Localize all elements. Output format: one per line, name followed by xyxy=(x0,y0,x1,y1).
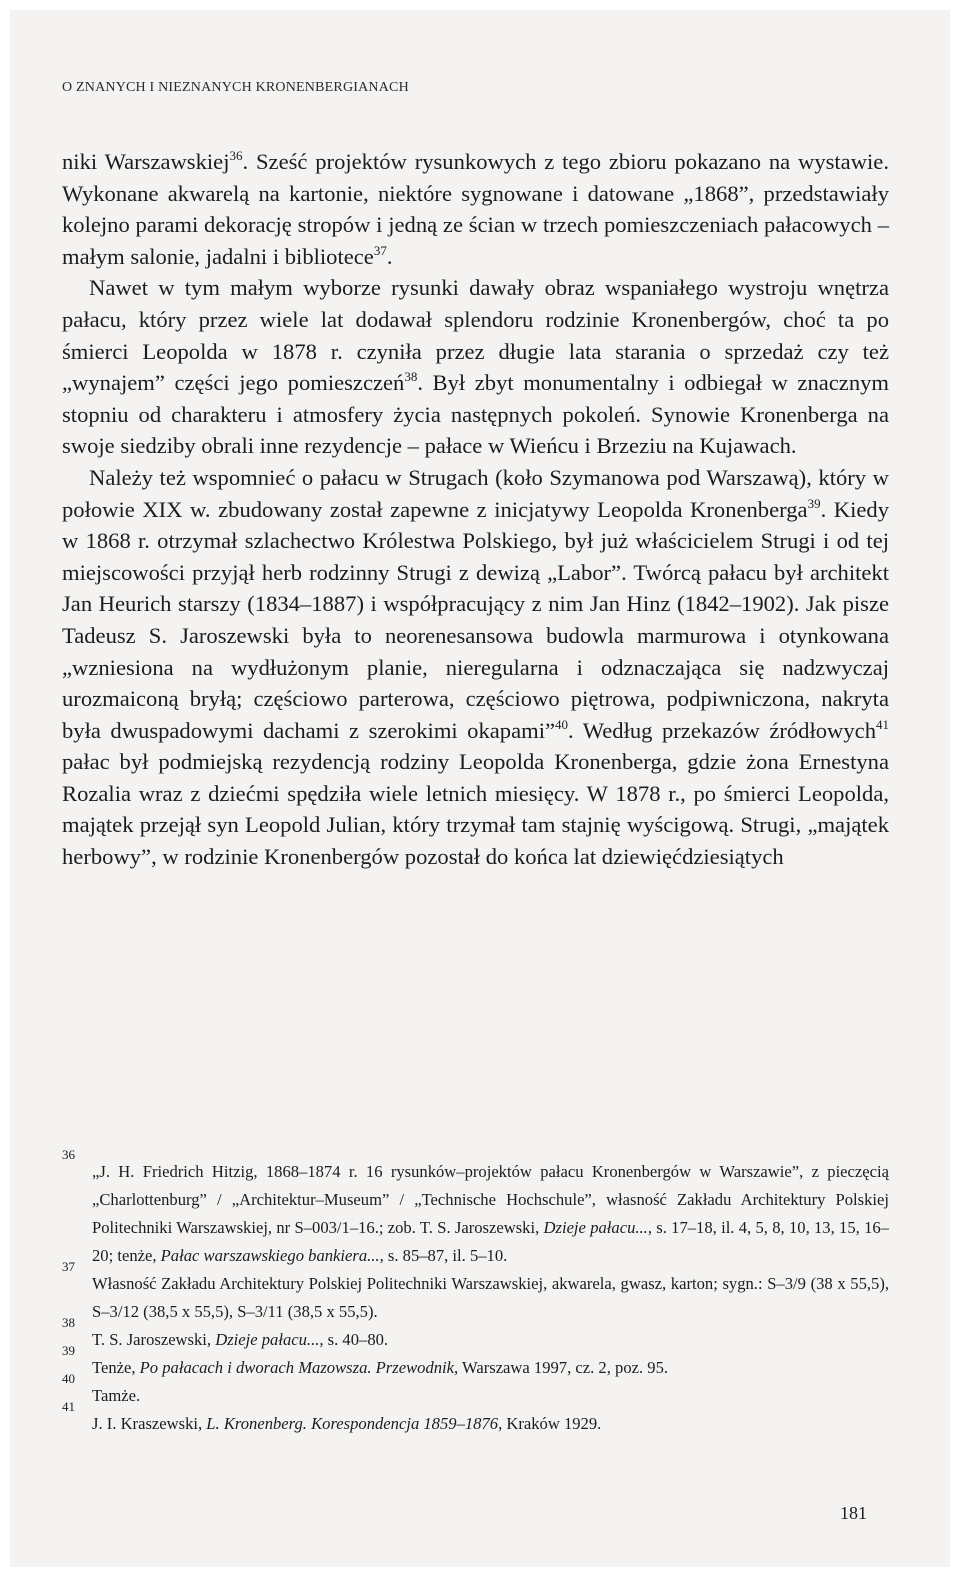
footnote-reference: 41 xyxy=(876,716,889,732)
italic-title: Dzieje pałacu... xyxy=(543,1218,648,1237)
paragraph xyxy=(62,146,889,272)
paragraph xyxy=(62,462,889,873)
footnote-reference: 36 xyxy=(229,148,243,163)
footnote xyxy=(62,1343,889,1382)
text-run: . Sześć projektów rysunkowych z tego zbioru pokazano na wystawie. Wykonane akwarelą na kartonie, niektóre sygnowane i datowane „1868”, przedstawiały kolejno parami dekorację stropów i jedną ze ścian w trzech pomieszczeniach pałacowych – małym salonie, jadalni i bibliotece xyxy=(62,149,889,269)
footnote-number: 36 xyxy=(62,1147,75,1162)
footnote-reference: 40 xyxy=(555,716,569,732)
italic-title: L. Kronenberg. Korespondencja 1859–1876 xyxy=(206,1414,499,1433)
footnote-reference: 37 xyxy=(373,242,387,258)
italic-title: Dzieje pałacu... xyxy=(215,1330,320,1349)
text-run: J. I. Kraszewski, xyxy=(92,1414,207,1433)
italic-title: Po pałacach i dworach Mazowsza. Przewodnik xyxy=(139,1358,455,1377)
text-run: „J. H. Friedrich Hitzig, 1868–1874 r. 16 rysunków–projektów pałacu Kronenbergów w Warszawie”, z pieczęcią „Charlottenburg” / „Architektur–Museum” / „Technische Hochschule”, własność Zakładu Architektury Polskiej Politechniki Warszawskiej, nr S–003/1–16.; zob. T. S. Jaroszewski, xyxy=(92,1162,889,1237)
text-run: , s. 85–87, il. 5–10. xyxy=(379,1246,508,1265)
footnotes xyxy=(62,1147,889,1438)
paragraph xyxy=(62,272,889,462)
text-run: Nawet w tym małym wyborze rysunki dawały obraz wspaniałego wystroju wnętrza pałacu, który przez wiele lat dodawał splendoru rodzinie Kronenbergów, choć ta po śmierci Leopolda w 1878 r. czyniła przez długie lata starania o sprzedaż czy też „wynajem” części jego pomieszczeń xyxy=(62,275,889,396)
footnote xyxy=(62,1399,889,1438)
text-run: . Kiedy w 1868 r. otrzymał szlachectwo Królestwa Polskiego, był już właścicielem Strugi i od tej miejscowości przyjął herb rodzinny Strugi z dewizą „Labor”. Twórcą pałacu był architekt Jan Heurich starszy (1834–1887) i współpracujący z nim Jan Hinz (1842–1902). Jak pisze Tadeusz S. Jaroszewski była to neorenesansowa budowla marmurowa i otynkowana „wzniesiona na wydłużonym planie, nieregularna i odznaczająca się nadzwyczaj urozmaiconą bryłą; częściowo parterowa, częściowo piętrowa, podpiwniczona, nakryta była dwuspadowymi dachami z szerokimi okapami” xyxy=(62,496,889,743)
italic-title: Pałac warszawskiego bankiera... xyxy=(160,1246,380,1265)
text-run: Należy też wspomnieć o pałacu w Strugach (koło Szymanowa pod Warszawą), który w połowie XIX w. zbudowany został zapewne z inicjatywy Leopolda Kronenberga xyxy=(62,464,889,522)
text-run: . xyxy=(386,243,393,269)
footnote-number: 39 xyxy=(62,1343,75,1358)
footnote xyxy=(62,1259,889,1326)
body-text xyxy=(62,146,889,873)
book-page xyxy=(10,10,950,1567)
footnote xyxy=(62,1371,889,1410)
footnote xyxy=(62,1315,889,1354)
text-run: , Warszawa 1997, cz. 2, poz. 95. xyxy=(454,1358,669,1377)
running-head: O ZNANYCH I NIEZNANYCH KRONENBERGIANACH xyxy=(62,80,409,95)
footnote-number: 40 xyxy=(62,1371,75,1386)
footnote-number: 37 xyxy=(62,1259,75,1274)
text-run: T. S. Jaroszewski, xyxy=(92,1330,216,1349)
text-run: pałac był podmiejską rezydencją rodziny Leopolda Kronenberga, gdzie żona Ernestyna Rozalia wraz z dziećmi spędziła wiele letnich miesięcy. W 1878 r., po śmierci Leopolda, majątek przejął syn Leopold Julian, który trzymał tam stajnię wyścigową. Strugi, „majątek herbowy”, w rodzinie Kronenbergów pozostał do końca lat dziewięćdziesiątych xyxy=(62,749,889,870)
text-run: . Był zbyt monumentalny i odbiegał w znacznym stopniu od charakteru i atmosfery życia następnych pokoleń. Synowie Kronenberga na swoje siedziby obrali inne rezydencje – pałace w Wieńcu i Brzeziu na Kujawach. xyxy=(62,370,890,459)
text-run: Tamże. xyxy=(92,1386,141,1405)
text-run: Tenże, xyxy=(92,1358,140,1377)
footnote-number: 41 xyxy=(62,1399,75,1414)
text-run: , s. 40–80. xyxy=(319,1330,389,1349)
footnote-reference: 39 xyxy=(807,495,821,511)
page-number: 181 xyxy=(840,1503,867,1523)
text-run: Własność Zakładu Architektury Polskiej Politechniki Warszawskiej, akwarela, gwasz, karton; sygn.: S–3/9 (38 x 55,5), S–3/12 (38,5 x 55,5), S–3/11 (38,5 x 55,5). xyxy=(92,1274,889,1321)
text-run: , s. 17–18, il. 4, 5, 8, 10, 13, 15, 16–20; tenże, xyxy=(92,1218,889,1265)
footnote-number: 38 xyxy=(62,1315,75,1330)
text-run: , Kraków 1929. xyxy=(498,1414,602,1433)
text-run: niki Warszawskiej xyxy=(62,149,230,174)
footnote xyxy=(62,1147,889,1270)
text-run: . Według przekazów źródłowych xyxy=(568,717,876,743)
footnote-reference: 38 xyxy=(404,369,418,385)
